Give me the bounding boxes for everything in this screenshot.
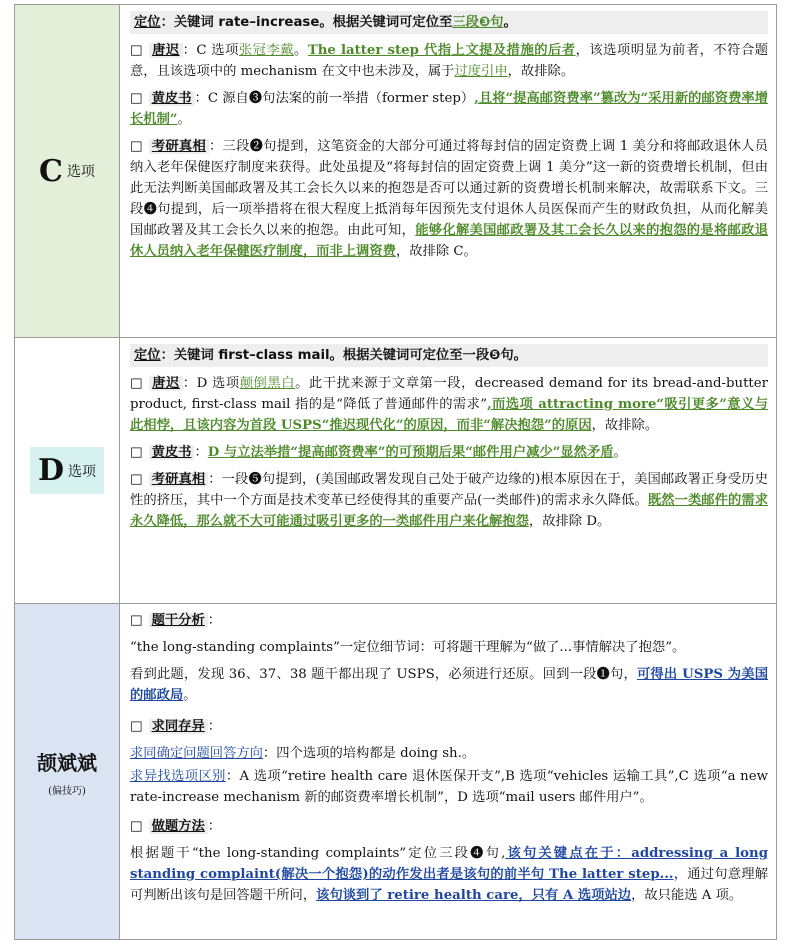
section-title-tigan: □ 题干分析 ： — [130, 613, 222, 628]
row-xiebinbin — [15, 604, 777, 940]
explanation-table — [14, 4, 777, 940]
analysis-huangpishu-d: □ 黄皮书 ：D 与立法举措“提高邮资费率”的可预期后果“邮件用户减少”显然矛盾。 — [130, 445, 627, 460]
label-cell-d — [15, 338, 120, 604]
label-cell-c — [15, 5, 120, 338]
analysis-kaoyan-d: □ 考研真相 ：一段❺句提到，(美国邮政署发现自己处于破产边缘的)根本原因在于，美国邮政署正身受历史性的挤压，其中一个方面是技术变革已经使得其的重要产品(一类邮件)的需求永久降低。既然一类邮件的需求永久降低，那么就不大可能通过吸引更多的一类邮件用户来化解抱怨，故排除 D。 — [130, 472, 769, 529]
row-option-c — [15, 5, 777, 338]
content-cell-d — [120, 338, 777, 604]
content-cell-xiebinbin — [120, 604, 777, 940]
option-c-label: C 选项 — [39, 153, 95, 189]
section-title-zuoti: □ 做题方法 ： — [130, 819, 222, 834]
teacher-name: 颉斌斌 — [37, 750, 97, 775]
locate-bar-d: 定位：关键词 first–class mail。根据关键词可定位至一段❺句。 — [130, 344, 768, 367]
section-title-qiutong: □ 求同存异 ： — [130, 719, 222, 734]
analysis-tangchi-c: □ 唐迟 ：C 选项张冠李戴。The latter step 代指上文提及措施的后者，该选项明显为前者，不符合题意，且该选项中的 mechanism 在文中也未涉及，属于过度引申，故排除。 — [130, 43, 769, 79]
teacher-subtitle: (偏技巧) — [48, 785, 86, 797]
analysis-huangpishu-c: □ 黄皮书 ：C 源自❸句法案的前一举措（former step）,且将“提高邮资费率”篡改为“采用新的邮资费率增长机制”。 — [130, 91, 768, 127]
row-option-d — [15, 338, 777, 604]
zuoti-paragraph: 根据题干“the long-standing complaints”定位三段❹句,该句关键点在于：addressing a long standing complaint(解决一个抱怨)的动作发出者是该句的前半句 The latter step...，通过句意理解可判断出该句是回答题干所问，该句谈到了 retire health care，只有 A 选项站边，故只能选 A 项。 — [130, 846, 769, 903]
analysis-kaoyan-c: □ 考研真相 ：三段❷句提到，这笔资金的大部分可通过将每封信的固定资费上调 1 美分和将邮政退休人员纳入老年保健医疗制度来获得。此处虽提及“将每封信的固定资费上调 1 美分”这一新的资费增长机制，但由此无法判断美国邮政署及其工会长久以来的抱怨是否可以通过新的资费增长机制来解决，故需联系下文。三段❹句提到，后一项举措将在很大程度上抵消每年因预先支付退休人员医保而产生的财政负担，从而化解美国邮政署及其工会长久以来的抱怨。由此可知，能够化解美国邮政署及其工会长久以来的抱怨的是将邮政退休人员纳入老年保健医疗制度，而非上调资费，故排除 C。 — [130, 139, 769, 259]
option-d-label: D 选项 — [30, 447, 104, 494]
tigan-line-2: 看到此题，发现 36、37、38 题干都出现了 USPS，必须进行还原。回到一段❶句，可得出 USPS 为美国的邮政局。 — [130, 667, 769, 703]
label-cell-xiebinbin — [15, 604, 120, 940]
qiutong-line-2: 求异找选项区别：A 选项“retire health care 退休医保开支”,B 选项“vehicles 运输工具”,C 选项“a new rate-increase mechanism 新的邮资费率增长机制”，D 选项“mail users 邮件用户”。 — [130, 769, 768, 805]
tigan-line-1: “the long-standing complaints”一定位细节词：可将题干理解为“做了...事情解决了抱怨”。 — [130, 640, 686, 655]
locate-bar-c: 定位：关键词 rate–increase。根据关键词可定位至三段❸句。 — [130, 11, 768, 34]
qiutong-line-1: 求同确定问题回答方向：四个选项的培构都是 doing sh.。 — [130, 746, 476, 761]
content-cell-c — [120, 5, 777, 338]
analysis-tangchi-d: □ 唐迟 ：D 选项颠倒黑白。此干扰来源于文章第一段，decreased demand for its bread-and-butter product, first-class mail 指的是“降低了普通邮件的需求”,而选项 attracting more“吸引更多”意义与此相悖，且该内容为首段 USPS“推迟现代化”的原因，而非“解决抱怨”的原因，故排除。 — [130, 376, 768, 433]
